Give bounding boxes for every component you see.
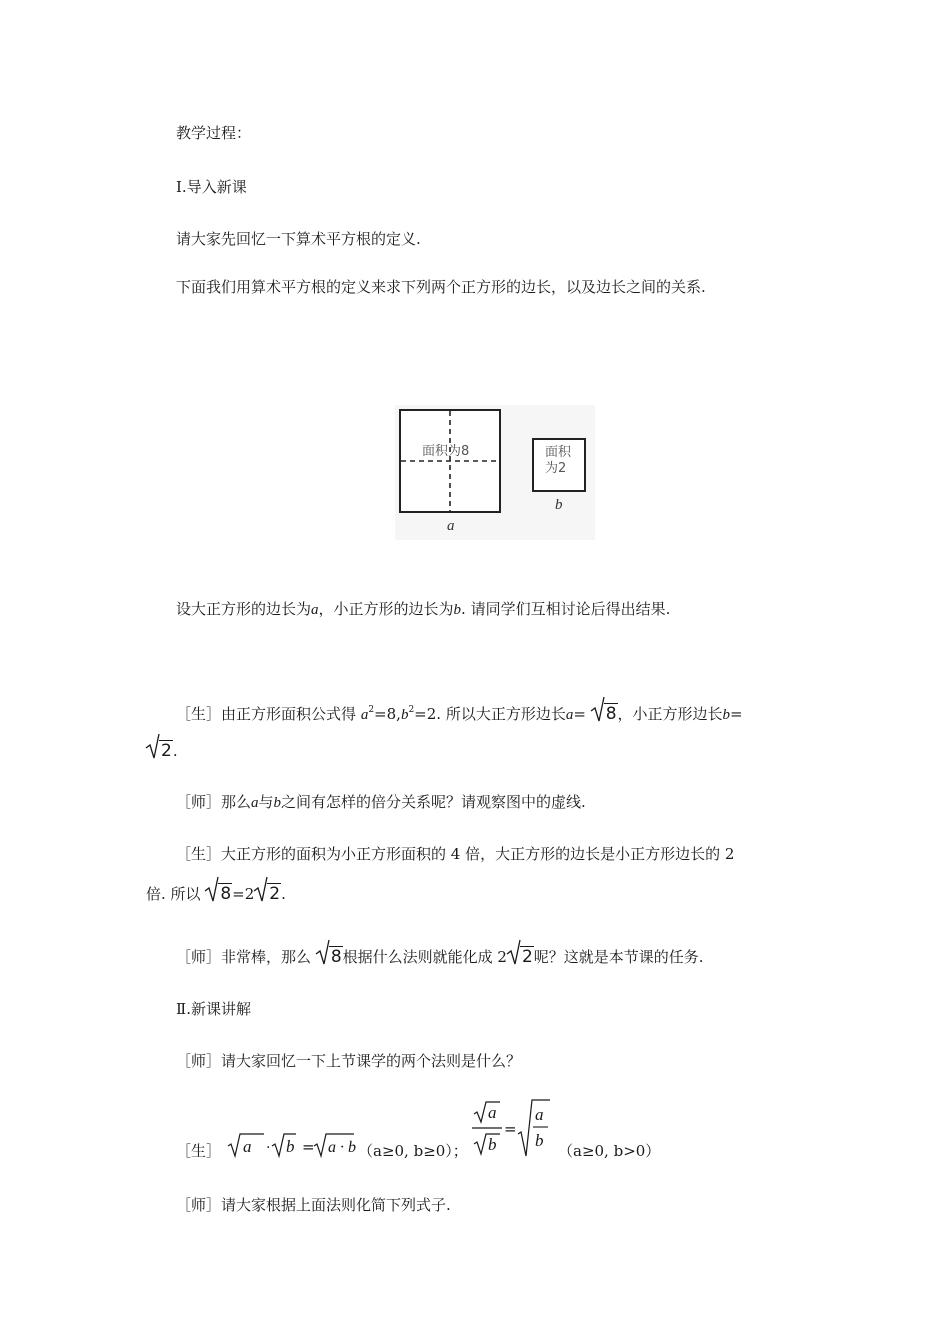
paragraph-teacher-3: ［师］请大家回忆一下上节课学的两个法则是什么？ [176,1052,522,1070]
section-title: Ⅰ.导入新课 [176,178,247,196]
sqrt-8: 8 [205,883,232,903]
svg-text:a: a [535,1105,544,1124]
condition-2: （a≥0, b>0） [558,1142,661,1160]
small-area-label-1: 面积 [545,445,572,460]
condition-1: （a≥0, b≥0）； [358,1142,468,1160]
squares-figure [395,405,595,540]
sqrt-2: 2 [254,883,281,903]
product-rule-formula [226,1124,356,1160]
svg-text:a · b: a · b [328,1139,356,1156]
quotient-rule-formula [470,1098,560,1160]
side-b-label: b [555,497,563,513]
svg-text:b: b [488,1135,497,1154]
sqrt-8: 8 [591,703,618,723]
paragraph: 请大家先回忆一下算术平方根的定义. [176,230,421,248]
paragraph-student-2: ［生］大正方形的面积为小正方形面积的 4 倍，大正方形的边长是小正方形边长的 2 [176,845,735,863]
paragraph-teacher-1: ［师］那么a与b之间有怎样的倍分关系呢？请观察图中的虚线. [176,793,586,811]
big-area-label: 面积为8 [422,444,470,459]
paragraph: 下面我们用算术平方根的定义来求下列两个正方形的边长，以及边长之间的关系. [176,278,706,296]
sqrt-8: 8 [316,946,343,966]
paragraph-student-3: ［生］ [176,1142,222,1160]
svg-text:=: = [504,1120,517,1138]
sqrt-2: 2 [507,946,534,966]
sqrt-2: 2 [146,740,173,760]
paragraph-teacher-4: ［师］请大家根据上面法则化简下列式子. [176,1196,451,1214]
svg-text:a: a [488,1103,497,1122]
paragraph-student-1: ［生］由正方形面积公式得 $a^2=8,b^2=2$. 所以大正方形边长a= 8，小正方形边长b= [176,703,743,724]
side-a-label: a [447,518,455,534]
svg-text:a: a [243,1137,252,1156]
small-area-label-2: 为2 [545,461,567,476]
svg-text:·: · [266,1140,271,1156]
section-title: Ⅱ.新课讲解 [176,1000,251,1018]
paragraph-teacher-2: ［师］非常棒，那么 8根据什么法则就能化成 2 2呢？这就是本节课的任务. [176,946,704,967]
svg-text:b: b [535,1131,544,1150]
heading: 教学过程： [176,124,252,142]
svg-text:=: = [302,1138,315,1156]
paragraph-student-1-cont: 2. [146,740,178,760]
paragraph-setup: 设大正方形的边长为a，小正方形的边长为b. 请同学们互相讨论后得出结果. [176,600,671,618]
svg-text:b: b [286,1137,295,1156]
paragraph-student-2-cont: 倍. 所以 8=2 2. [146,883,286,904]
